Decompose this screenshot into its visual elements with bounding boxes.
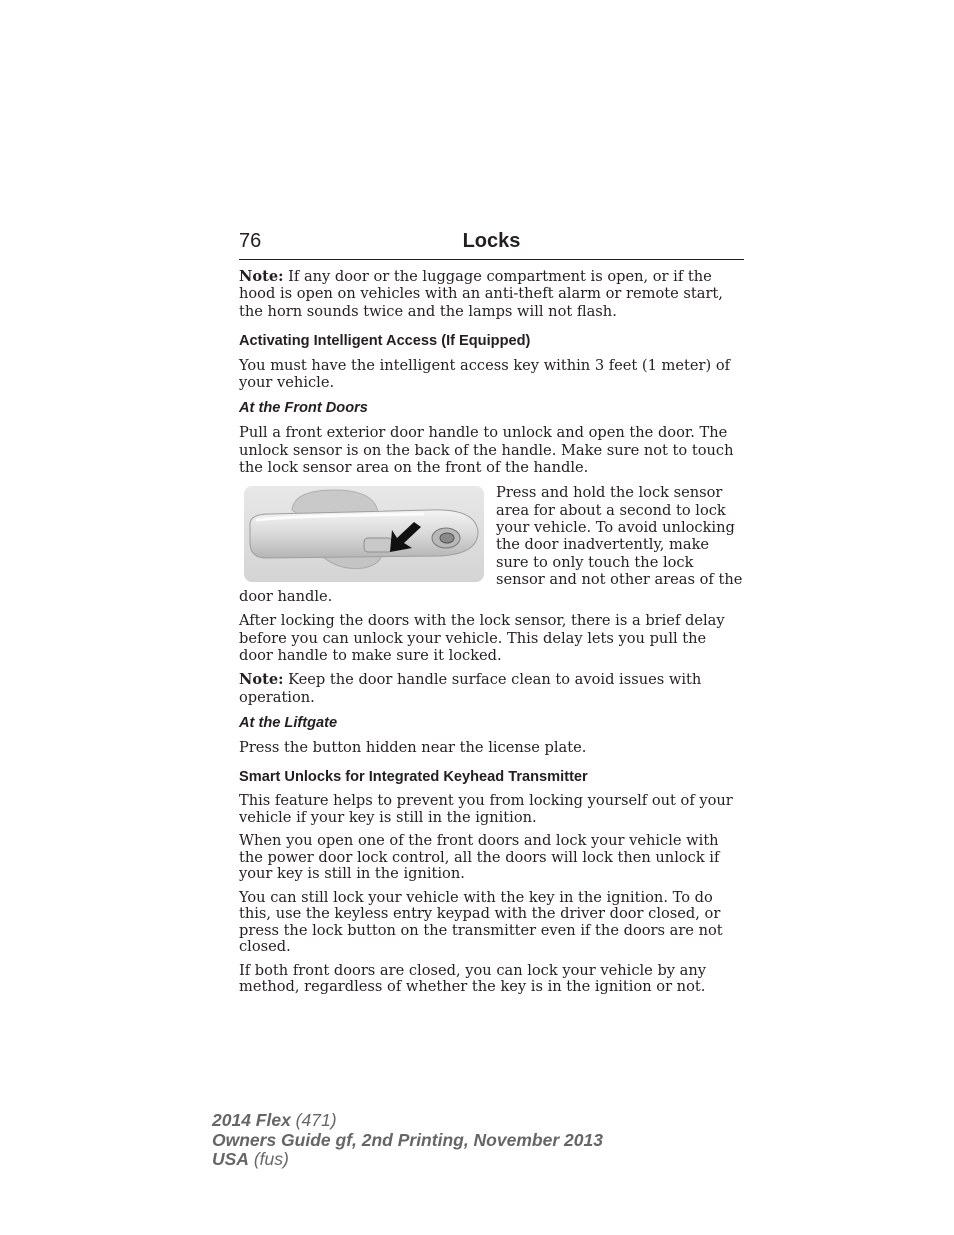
front-doors-paragraph-2: Press and hold the lock sensor area for about a second to lock your vehicle. To avoid unlocking the door inadvertently, make sure to only touch the lock sensor and not other areas of the door handle.	[239, 484, 743, 606]
liftgate-body: Press the button hidden near the license plate.	[239, 738, 587, 756]
footer-model-line	[212, 1111, 603, 1131]
door-handle-illustration	[244, 486, 484, 582]
page-footer	[212, 1111, 603, 1170]
smart-unlocks-paragraph-2: When you open one of the front doors and lock your vehicle with the power door lock control, all the doors will lock then unlock if your key is still in the ignition.	[239, 832, 720, 883]
subheading-front-doors: At the Front Doors	[239, 400, 368, 417]
page-content	[239, 268, 744, 996]
note-label: Note:	[239, 268, 284, 285]
footer-region: USA	[212, 1149, 249, 1169]
subheading-liftgate: At the Liftgate	[239, 714, 338, 731]
front-doors-note	[239, 671, 744, 706]
footer-guide: Owners Guide gf, 2nd Printing, November 2013	[212, 1129, 603, 1150]
footer-model: 2014 Flex	[212, 1110, 291, 1130]
note-text: If any door or the luggage compartment is open, or if the hood is open on vehicles with an anti-theft alarm or remote start, the horn sounds twice and the lamps will not flash.	[239, 268, 723, 320]
footer-model-code: (471)	[290, 1110, 337, 1130]
section-heading-activating: Activating Intelligent Access (If Equipped)	[239, 332, 531, 349]
intro-note	[239, 268, 744, 320]
footer-region-line	[212, 1150, 603, 1170]
footer-guide-line	[212, 1131, 603, 1151]
page-header	[239, 229, 744, 260]
page-number: 76	[239, 230, 262, 252]
chapter-title: Locks	[462, 230, 521, 252]
activating-body: You must have the intelligent access key within 3 feet (1 meter) of your vehicle.	[239, 356, 731, 392]
smart-unlocks-paragraph-3: You can still lock your vehicle with the key in the ignition. To do this, use the keyless entry keypad with the driver door closed, or press the lock button on the transmitter even if the doors are not closed.	[239, 888, 723, 956]
note-label: Note:	[239, 671, 284, 689]
front-doors-paragraph-1: Pull a front exterior door handle to unlock and open the door. The unlock sensor is on the back of the handle. Make sure not to touch the lock sensor area on the front of the handle.	[239, 424, 734, 477]
front-doors-paragraph-3: After locking the doors with the lock sensor, there is a brief delay before you can unlock your vehicle. This delay lets you pull the door handle to make sure it locked.	[239, 612, 725, 665]
footer-region-code: (fus)	[248, 1149, 289, 1169]
section-heading-smart-unlocks: Smart Unlocks for Integrated Keyhead Transmitter	[239, 769, 588, 786]
smart-unlocks-paragraph-4: If both front doors are closed, you can lock your vehicle by any method, regardless of whether the key is in the ignition or not.	[239, 961, 707, 996]
smart-unlocks-paragraph-1: This feature helps to prevent you from locking yourself out of your vehicle if your key is still in the ignition.	[239, 792, 733, 826]
note-text: Keep the door handle surface clean to avoid issues with operation.	[239, 671, 702, 706]
